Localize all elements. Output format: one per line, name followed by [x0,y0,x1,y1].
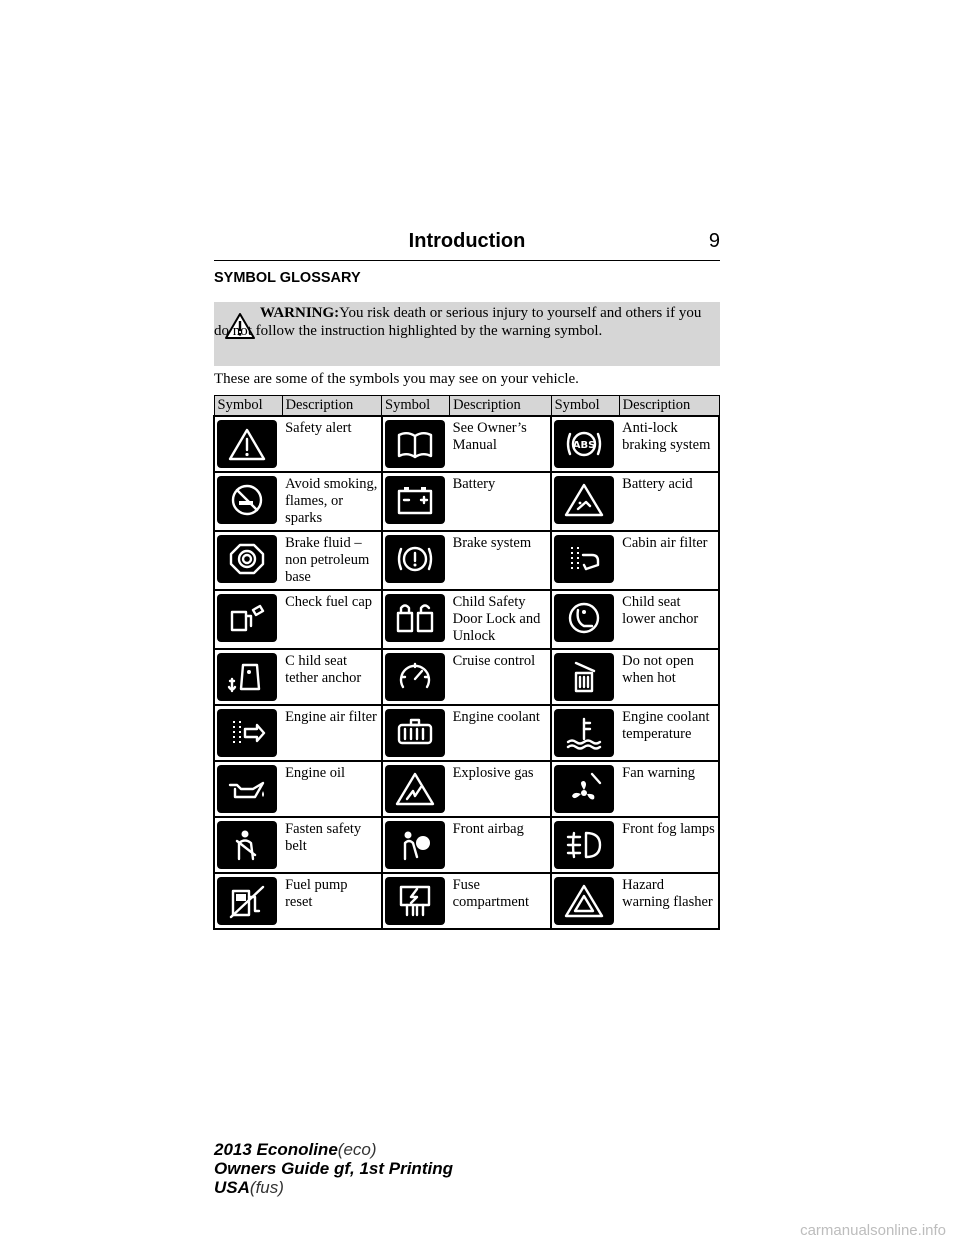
description-cell: Safety alert [282,416,381,472]
coolant-temperature-icon [554,709,614,757]
symbol-cell [551,590,619,649]
symbol-cell [551,649,619,705]
symbol-cell [551,761,619,817]
cabin-air-filter-icon [554,535,614,583]
table-row [214,416,719,472]
watermark: carmanualsonline.info [800,1222,946,1239]
engine-coolant-icon [385,709,445,757]
description-cell: Check fuel cap [282,590,381,649]
description-cell: Battery acid [619,472,719,531]
symbol-cell [214,705,282,761]
description-cell: Fuel pump reset [282,873,381,929]
footer-market-code: (fus) [249,1178,284,1197]
symbol-cell [214,817,282,873]
safety-alert-icon [217,420,277,468]
hazard-flasher-icon [554,877,614,925]
child-safety-lock-icon [385,594,445,642]
fan-warning-icon [554,765,614,813]
symbol-cell [382,705,450,761]
column-header: Symbol [382,396,450,417]
symbol-cell [214,649,282,705]
symbol-cell [214,416,282,472]
description-cell: Cruise control [450,649,552,705]
table-row [214,761,719,817]
description-cell: Engine air filter [282,705,381,761]
symbol-cell [551,416,619,472]
description-cell: Front airbag [450,817,552,873]
warning-label: WARNING: [260,305,340,321]
front-fog-lamps-icon [554,821,614,869]
battery-icon [385,476,445,524]
table-body [214,416,719,929]
no-smoking-icon [217,476,277,524]
description-cell: Fasten safety belt [282,817,381,873]
column-header: Symbol [214,396,282,417]
page-number: 9 [708,230,720,252]
description-cell: C hild seat tether anchor [282,649,381,705]
engine-oil-icon [217,765,277,813]
footer-model: 2013 Econoline [214,1140,338,1159]
symbol-cell [382,590,450,649]
description-cell: Anti-lock braking system [619,416,719,472]
table-row [214,649,719,705]
child-seat-tether-icon [217,653,277,701]
abs-icon [554,420,614,468]
column-header: Symbol [551,396,619,417]
description-cell: Cabin air filter [619,531,719,590]
symbol-cell [382,761,450,817]
description-cell: Battery [450,472,552,531]
description-cell: Brake system [450,531,552,590]
footer-printing: Owners Guide gf, 1st Printing [214,1159,453,1178]
front-airbag-icon [385,821,445,869]
page-header [214,230,720,261]
table-row [214,472,719,531]
table-row [214,705,719,761]
symbol-cell [551,472,619,531]
symbol-cell [551,817,619,873]
description-cell: Avoid smoking, flames, or sparks [282,472,381,531]
header-title: Introduction [408,230,526,252]
symbol-cell [551,873,619,929]
battery-acid-icon [554,476,614,524]
symbol-glossary-table [213,395,720,930]
description-cell: Child seat lower anchor [619,590,719,649]
intro-text: These are some of the symbols you may see on your vehicle. [214,371,579,387]
column-header: Description [282,396,381,417]
check-fuel-cap-icon [217,594,277,642]
symbol-cell [214,472,282,531]
description-cell: Fan warning [619,761,719,817]
description-cell: Brake fluid – non petroleum base [282,531,381,590]
column-header: Description [450,396,552,417]
symbol-cell [382,472,450,531]
description-cell: Hazard warning flasher [619,873,719,929]
column-header: Description [619,396,719,417]
owners-manual-icon [385,420,445,468]
description-cell: Do not open when hot [619,649,719,705]
fuse-compartment-icon [385,877,445,925]
do-not-open-hot-icon [554,653,614,701]
footer-model-code: (eco) [337,1140,377,1159]
footer-market: USA [214,1178,250,1197]
table-row [214,873,719,929]
symbol-cell [214,590,282,649]
symbol-cell [214,761,282,817]
brake-fluid-icon [217,535,277,583]
description-cell: Child Safety Door Lock and Unlock [450,590,552,649]
child-seat-anchor-icon [554,594,614,642]
symbol-cell [382,649,450,705]
explosive-gas-icon [385,765,445,813]
engine-air-filter-icon [217,709,277,757]
symbol-cell [214,531,282,590]
svg-text:ABS: ABS [572,440,596,451]
symbol-cell [551,705,619,761]
description-cell: Engine coolant temperature [619,705,719,761]
description-cell: Engine oil [282,761,381,817]
warning-body: You risk death or serious injury to yourself and others if you do not follow the instruction highlighted by the warning symbol. [214,305,702,339]
symbol-cell [551,531,619,590]
symbol-cell [382,416,450,472]
warning-text [214,304,708,340]
section-title: SYMBOL GLOSSARY [214,270,361,286]
description-cell: Front fog lamps [619,817,719,873]
symbol-cell [382,817,450,873]
table-row [214,817,719,873]
symbol-cell [382,531,450,590]
description-cell: Fuse compartment [450,873,552,929]
table-row [214,590,719,649]
footer [214,1140,453,1197]
description-cell: Engine coolant [450,705,552,761]
seat-belt-icon [217,821,277,869]
warning-box [214,302,720,366]
table-header-row [214,396,719,417]
fuel-pump-reset-icon [217,877,277,925]
cruise-control-icon [385,653,445,701]
table-row [214,531,719,590]
brake-system-icon [385,535,445,583]
symbol-cell [382,873,450,929]
description-cell: See Owner’s Manual [450,416,552,472]
symbol-cell [214,873,282,929]
description-cell: Explosive gas [450,761,552,817]
